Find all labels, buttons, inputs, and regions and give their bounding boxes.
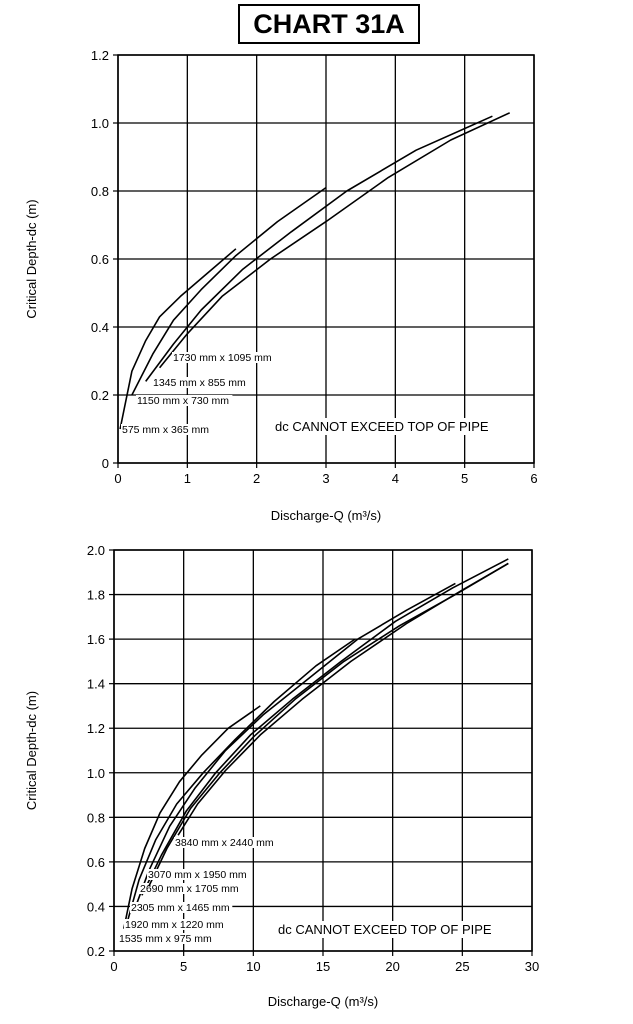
y-tick-label: 0 [101, 456, 109, 471]
series-label: 1730 mm x 1095 mm [173, 352, 272, 364]
chart-small-pipes [24, 48, 538, 523]
chart-note: dc CANNOT EXCEED TOP OF PIPE [278, 922, 492, 937]
y-tick-label: 1.4 [86, 676, 105, 692]
x-tick-label: 5 [180, 959, 188, 974]
x-tick-label: 6 [530, 471, 538, 486]
x-tick-label: 4 [391, 471, 399, 486]
series-label: 3840 mm x 2440 mm [175, 837, 274, 849]
y-axis-label: Critical Depth-dc (m) [24, 690, 39, 811]
y-tick-label: 0.6 [90, 252, 109, 267]
series-label: 1345 mm x 855 mm [153, 377, 246, 389]
y-tick-label: 0.6 [86, 854, 105, 870]
x-tick-label: 15 [315, 959, 331, 974]
x-axis-label: Discharge-Q (m³/s) [267, 994, 379, 1009]
series-line [178, 563, 508, 835]
series-label: 1535 mm x 975 mm [119, 933, 212, 945]
y-tick-label: 0.4 [86, 899, 105, 915]
y-tick-label: 0.8 [86, 810, 105, 826]
x-tick-label: 25 [455, 959, 470, 974]
series-label: 3070 mm x 1950 mm [148, 869, 247, 881]
x-tick-label: 5 [461, 471, 469, 486]
series-line [135, 583, 456, 908]
series-label: 2305 mm x 1465 mm [131, 902, 230, 914]
series-label: 1150 mm x 730 mm [137, 395, 230, 407]
series-label: 1920 mm x 1220 mm [125, 919, 224, 931]
series-line [160, 113, 510, 368]
x-tick-label: 0 [110, 959, 118, 974]
series-label: 575 mm x 365 mm [122, 424, 209, 436]
y-tick-label: 1.0 [90, 116, 109, 131]
y-tick-label: 0.8 [90, 184, 109, 199]
y-tick-label: 0.2 [90, 388, 109, 403]
series-label: 2690 mm x 1705 mm [140, 883, 239, 895]
y-tick-label: 1.2 [90, 48, 109, 63]
x-tick-label: 2 [253, 471, 261, 486]
y-tick-label: 0.4 [90, 320, 109, 335]
y-tick-label: 1.6 [86, 632, 105, 648]
x-tick-label: 0 [114, 471, 122, 486]
chart-title: CHART 31A [238, 4, 420, 44]
x-tick-label: 20 [385, 959, 400, 974]
chart-note: dc CANNOT EXCEED TOP OF PIPE [275, 419, 489, 434]
series-line [146, 116, 493, 381]
x-tick-label: 10 [246, 959, 261, 974]
y-tick-label: 1.2 [86, 721, 105, 737]
y-tick-label: 1.8 [86, 587, 105, 603]
chart-large-pipes [24, 543, 539, 1009]
y-tick-label: 2.0 [86, 543, 105, 558]
x-tick-label: 30 [524, 959, 540, 974]
x-tick-label: 1 [183, 471, 191, 486]
x-axis-label: Discharge-Q (m³/s) [270, 508, 382, 523]
x-tick-label: 3 [322, 471, 330, 486]
y-tick-label: 1.0 [86, 765, 105, 781]
y-axis-label: Critical Depth-dc (m) [24, 199, 39, 319]
y-tick-label: 0.2 [86, 944, 105, 959]
